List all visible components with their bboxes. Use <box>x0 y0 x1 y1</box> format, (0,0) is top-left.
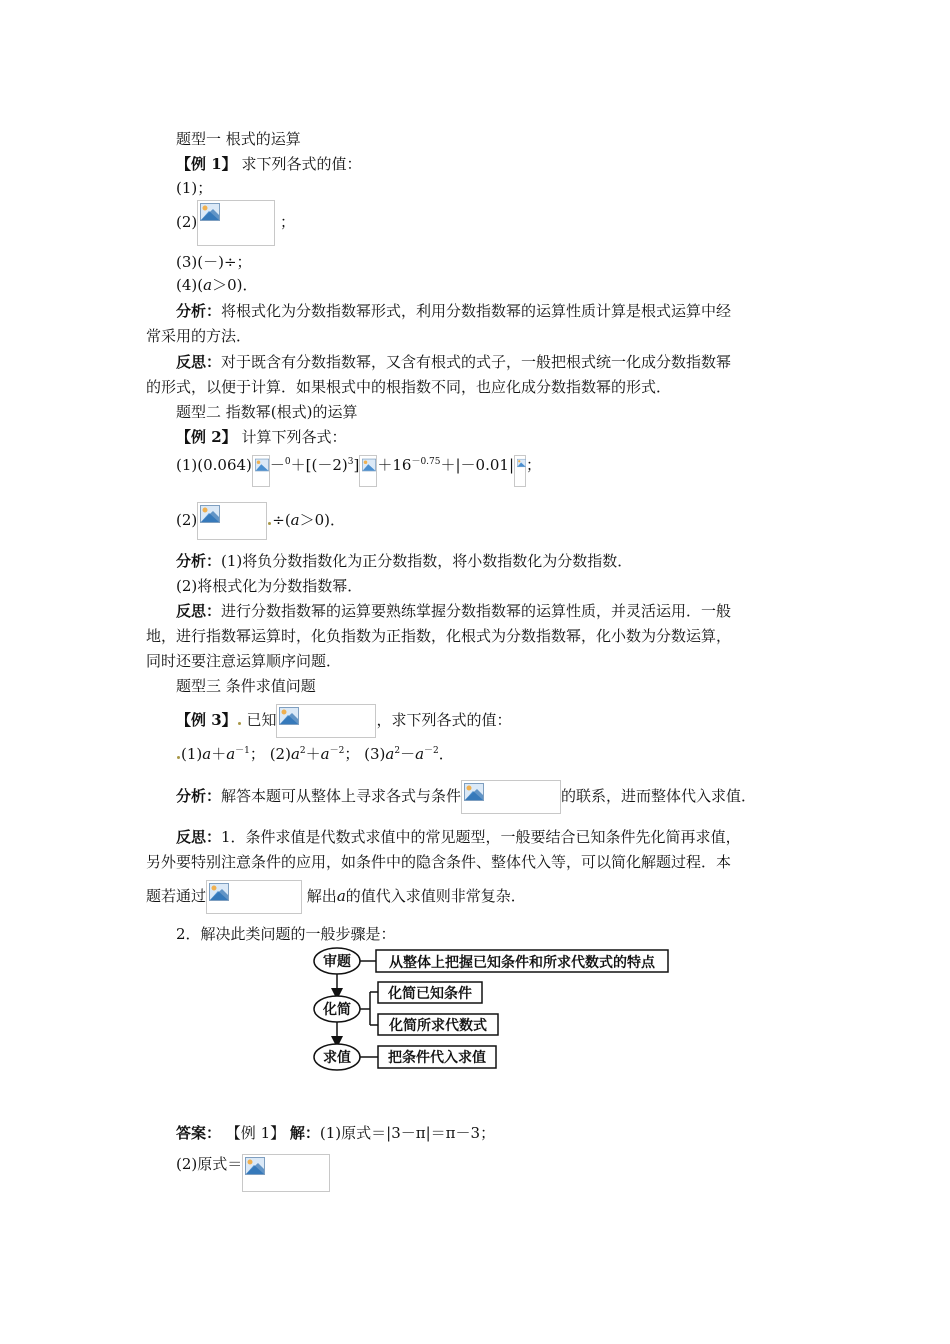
variable: a <box>415 745 425 763</box>
analysis-text: 解答本题可从整体上寻求各式与条件 <box>221 787 462 805</box>
punct: ； <box>344 745 360 763</box>
example-1-part-3: (3)(－)÷； <box>176 253 252 271</box>
variable: a <box>226 745 236 763</box>
op: ＋ <box>305 745 321 763</box>
variable: a <box>320 745 330 763</box>
flow-node-review-label: 审题 <box>323 954 351 970</box>
punct: ； <box>249 745 265 763</box>
part-label: (4)( <box>176 276 204 294</box>
example-1-part-1: (1)； <box>176 179 213 197</box>
part-tail: ＞0)． <box>212 276 258 294</box>
reflect-label: 反思： <box>176 828 222 846</box>
variable: a <box>202 745 212 763</box>
exponent: －2 <box>424 746 439 756</box>
example-3-reflect-line-2: 另外要特别注意条件的应用，如条件中的隐含条件、整体代入等，可以简化解题过程．本 <box>146 853 732 871</box>
formula-image-icon <box>242 1154 330 1192</box>
part-label: (2) <box>176 511 198 529</box>
example-2-part-1 <box>176 455 541 487</box>
answer-text: (2)原式＝ <box>176 1155 243 1173</box>
formula-image-icon <box>197 200 275 246</box>
variable: a <box>203 276 213 294</box>
example-label: 【例 2】 <box>176 428 237 446</box>
example-prompt: 求下列各式的值： <box>241 155 362 173</box>
flow-box-review-desc-label: 从整体上把握已知条件和所求代数式的特点 <box>389 955 655 971</box>
op: － <box>400 745 416 763</box>
steps-flowchart <box>300 944 680 1074</box>
reflect-text: 题若通过 <box>146 887 207 905</box>
expr-seg: ； <box>526 456 542 474</box>
reflect-label: 反思： <box>176 602 222 620</box>
analysis-label: 分析： <box>176 302 222 320</box>
flow-node-simplify-label: 化简 <box>323 1002 351 1018</box>
punct: ． <box>438 745 454 763</box>
expr-seg: ÷( <box>272 511 291 529</box>
steps-title: 2．解决此类问题的一般步骤是： <box>176 925 396 943</box>
expr-seg: － <box>269 456 285 474</box>
flow-node-evaluate-label: 求值 <box>323 1050 351 1066</box>
flow-box-simplify-known-label: 化简已知条件 <box>388 986 472 1002</box>
example-1-part-2 <box>176 200 295 246</box>
flow-box-simplify-target-label: 化简所求代数式 <box>389 1018 487 1034</box>
example-label: 【例 3】 <box>176 711 237 729</box>
marker-dot <box>268 522 271 525</box>
part-punct: ； <box>280 213 296 231</box>
reflect-label: 反思： <box>176 353 222 371</box>
after-text: ，求下列各式的值： <box>376 711 512 729</box>
exponent: 2 <box>394 746 401 756</box>
example-3-reflect-line-1 <box>176 827 741 847</box>
reflect-text: 进行分数指数幂的运算要熟练掌握分数指数幂的运算性质，并灵活运用．一般 <box>221 602 732 620</box>
answer-line-2 <box>176 1154 330 1192</box>
variable: a <box>290 745 300 763</box>
example-2-part-2 <box>176 502 345 540</box>
example-3-reflect-line-3 <box>146 880 526 914</box>
example-prompt: 计算下列各式： <box>241 428 347 446</box>
example-1-analysis-line-2: 常采用的方法． <box>146 327 252 345</box>
section-title: 题型三 条件求值问题 <box>176 677 316 695</box>
exponent: 0 <box>284 457 291 467</box>
q-label: (3) <box>364 745 386 763</box>
flow-box-evaluate-desc-label: 把条件代入求值 <box>388 1050 486 1066</box>
reflect-text: 对于既含有分数指数幂，又含有根式的式子，一般把根式统一化成分数指数幂 <box>221 353 732 371</box>
expr-seg: ＋[(－2) <box>290 456 348 474</box>
example-3-questions <box>176 744 454 764</box>
formula-image-icon <box>461 780 561 814</box>
formula-image-icon <box>359 455 377 487</box>
exponent: －0.75 <box>411 457 441 467</box>
section-title: 题型二 指数幂(根式)的运算 <box>176 403 358 421</box>
formula-image-icon <box>206 880 302 914</box>
formula-image-icon <box>252 455 270 487</box>
expr-seg: ＋16 <box>377 456 412 474</box>
example-1-heading <box>176 154 361 174</box>
example-3-analysis <box>176 780 756 814</box>
example-label: 【例 1】 <box>225 1124 286 1142</box>
analysis-label: 分析： <box>176 787 222 805</box>
expr-seg: ＋|－0.01| <box>440 456 515 474</box>
expr-seg: ] <box>353 456 360 474</box>
op: ＋ <box>211 745 227 763</box>
example-label: 【例 1】 <box>176 155 237 173</box>
example-1-analysis-line-1 <box>176 301 731 321</box>
analysis-label: 分析： <box>176 552 222 570</box>
analysis-text: 将根式化为分数指数幂形式，利用分数指数幂的运算性质计算是根式运算中经 <box>221 302 732 320</box>
example-2-reflect-line-1 <box>176 601 731 621</box>
variable: a <box>385 745 395 763</box>
marker-dot <box>238 722 241 725</box>
answer-label: 答案： <box>176 1124 222 1142</box>
q-label: (1) <box>181 745 203 763</box>
solve-label: 解： <box>289 1124 320 1142</box>
exponent: 3 <box>347 457 354 467</box>
reflect-text: 解出 <box>306 887 337 905</box>
example-2-reflect-line-3: 同时还要注意运算顺序问题． <box>146 652 342 670</box>
expr-seg: ＞0)． <box>299 511 346 529</box>
reflect-text: 1．条件求值是代数式求值中的常见题型，一般要结合已知条件先化简再求值， <box>221 828 741 846</box>
formula-image-icon <box>197 502 267 540</box>
exponent: －2 <box>329 746 345 756</box>
example-1-part-4 <box>176 275 257 295</box>
exponent: 2 <box>299 746 306 756</box>
expr-seg: (1)(0.064) <box>176 456 252 474</box>
known-text: 已知 <box>246 711 277 729</box>
example-2-reflect-line-2: 地，进行指数幂运算时，化负指数为正指数，化根式为分数指数幂，化小数为分数运算， <box>146 627 732 645</box>
example-1-reflect-line-2: 的形式，以便于计算．如果根式中的根指数不同，也应化成分数指数幂的形式． <box>146 378 672 396</box>
analysis-text: (1)将负分数指数化为正分数指数，将小数指数化为分数指数． <box>221 552 633 570</box>
answer-text: (1)原式＝|3－π|＝π－3； <box>319 1124 496 1142</box>
reflect-text: 的值代入求值则非常复杂． <box>345 887 526 905</box>
marker-dot <box>177 756 180 759</box>
section-title: 题型一 根式的运算 <box>176 130 301 148</box>
analysis-text: 的联系，进而整体代入求值． <box>561 787 757 805</box>
example-2-analysis-line-1 <box>176 551 632 571</box>
example-3-heading <box>176 704 511 738</box>
variable: a <box>290 511 300 529</box>
example-1-reflect-line-1 <box>176 352 731 372</box>
answer-line-1 <box>176 1123 495 1143</box>
formula-image-icon <box>514 455 526 487</box>
q-label: (2) <box>269 745 291 763</box>
part-label: (2) <box>176 213 198 231</box>
exponent: －1 <box>235 746 250 756</box>
formula-image-icon <box>276 704 376 738</box>
variable: a <box>336 887 346 905</box>
example-2-analysis-line-2: (2)将根式化为分数指数幂． <box>176 577 363 595</box>
example-2-heading <box>176 427 346 447</box>
